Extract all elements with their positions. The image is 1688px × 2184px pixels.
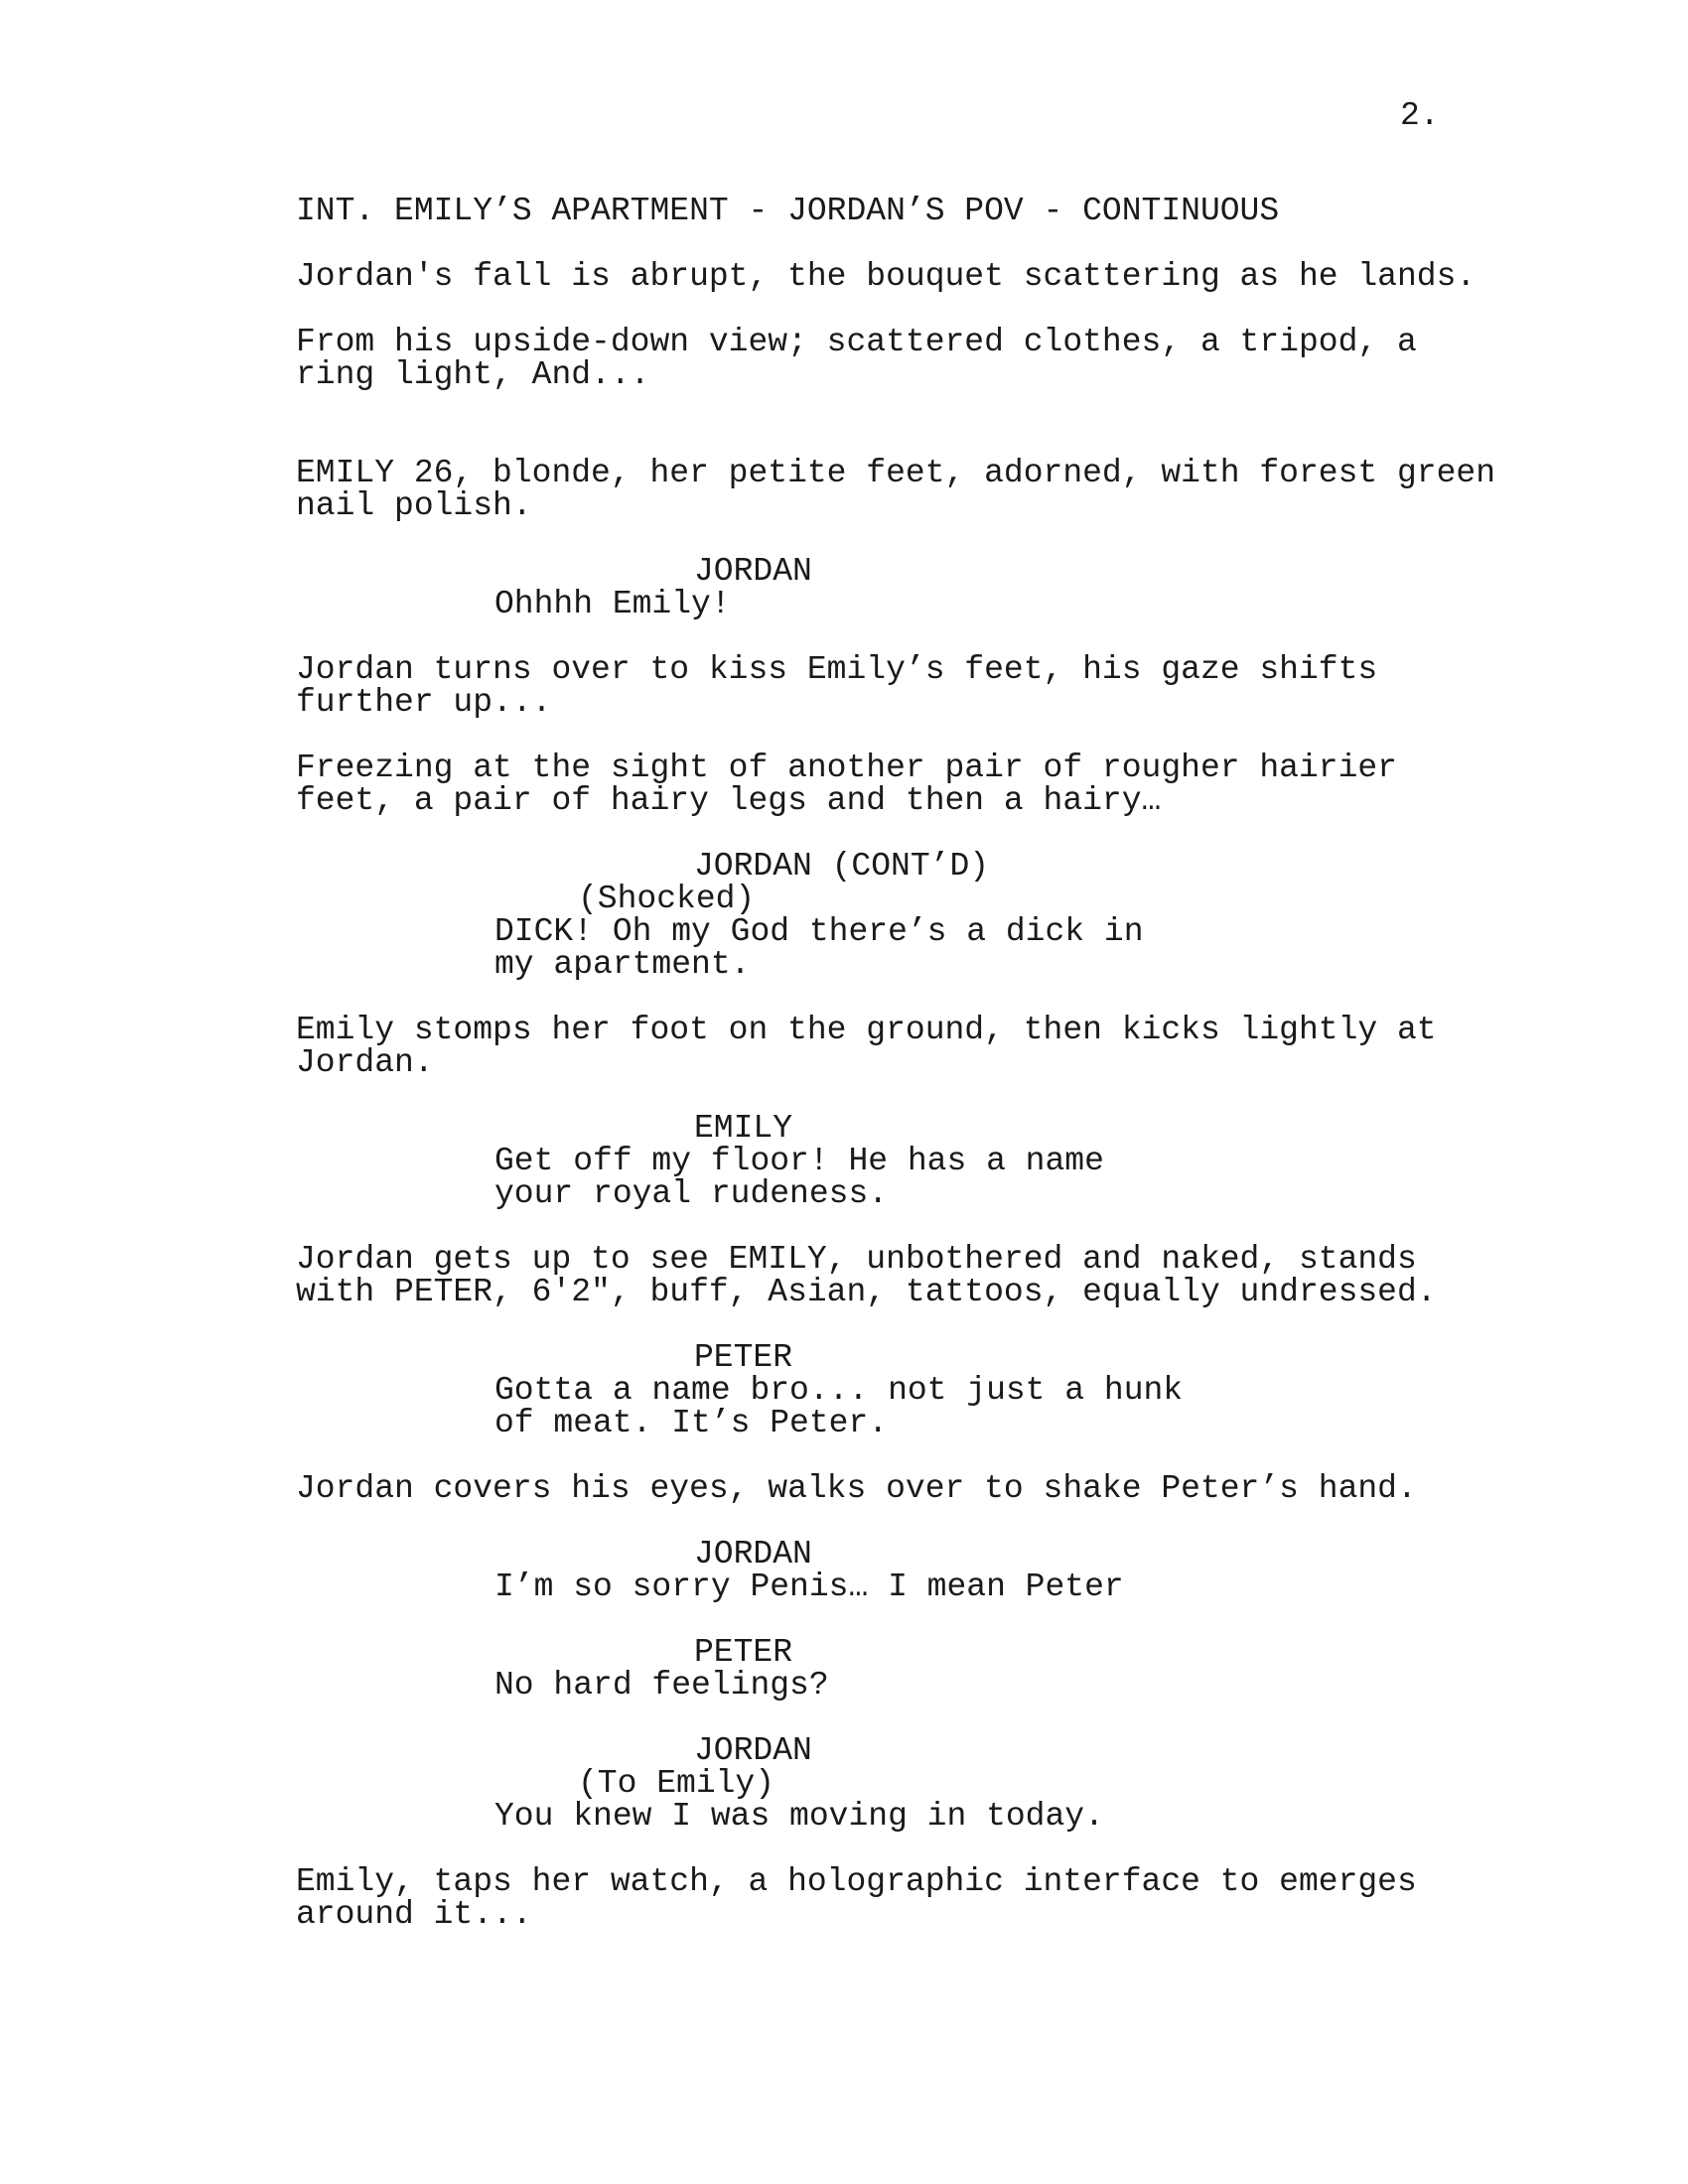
action-line: Jordan's fall is abrupt, the bouquet scattering as he lands.: [296, 258, 1477, 295]
dialogue-line: Get off my floor! He has a name: [494, 1143, 1104, 1179]
action-line: Jordan turns over to kiss Emily’s feet, his gaze shifts: [296, 651, 1378, 688]
dialogue-line: I’m so sorry Penis… I mean Peter: [494, 1569, 1124, 1605]
character-name: EMILY: [694, 1110, 793, 1147]
character-name: PETER: [694, 1634, 793, 1671]
dialogue-line: No hard feelings?: [494, 1667, 829, 1704]
action-line: ring light, And...: [296, 356, 650, 393]
character-name: PETER: [694, 1339, 793, 1376]
action-line: Freezing at the sight of another pair of rougher hairier: [296, 750, 1397, 786]
dialogue-line: of meat. It’s Peter.: [494, 1405, 889, 1441]
character-name: JORDAN (CONT’D): [694, 848, 990, 885]
dialogue-line: Gotta a name bro... not just a hunk: [494, 1372, 1184, 1409]
action-line: Emily stomps her foot on the ground, then kicks lightly at: [296, 1012, 1437, 1048]
action-line: with PETER, 6'2", buff, Asian, tattoos, equally undressed.: [296, 1274, 1437, 1310]
parenthetical: (Shocked): [578, 881, 756, 917]
action-line: feet, a pair of hairy legs and then a hairy…: [296, 782, 1162, 819]
character-name: JORDAN: [694, 1732, 812, 1769]
action-line: From his upside-down view; scattered clothes, a tripod, a: [296, 324, 1417, 360]
scene-heading: INT. EMILY’S APARTMENT - JORDAN’S POV - CONTINUOUS: [296, 193, 1280, 229]
action-line: further up...: [296, 684, 552, 721]
dialogue-line: DICK! Oh my God there’s a dick in: [494, 913, 1144, 950]
action-line: nail polish.: [296, 487, 532, 524]
dialogue-line: my apartment.: [494, 946, 751, 983]
action-line: Jordan.: [296, 1044, 434, 1081]
action-line: EMILY 26, blonde, her petite feet, adorned, with forest green: [296, 455, 1495, 491]
dialogue-line: You knew I was moving in today.: [494, 1798, 1104, 1835]
parenthetical: (To Emily): [578, 1765, 775, 1802]
action-line: Jordan covers his eyes, walks over to shake Peter’s hand.: [296, 1470, 1417, 1507]
page-number: 2.: [1400, 97, 1440, 134]
action-line: around it...: [296, 1896, 532, 1933]
dialogue-line: Ohhhh Emily!: [494, 586, 731, 622]
action-line: Jordan gets up to see EMILY, unbothered and naked, stands: [296, 1241, 1417, 1278]
dialogue-line: your royal rudeness.: [494, 1175, 889, 1212]
action-line: Emily, taps her watch, a holographic interface to emerges: [296, 1863, 1417, 1900]
character-name: JORDAN: [694, 553, 812, 590]
character-name: JORDAN: [694, 1536, 812, 1572]
